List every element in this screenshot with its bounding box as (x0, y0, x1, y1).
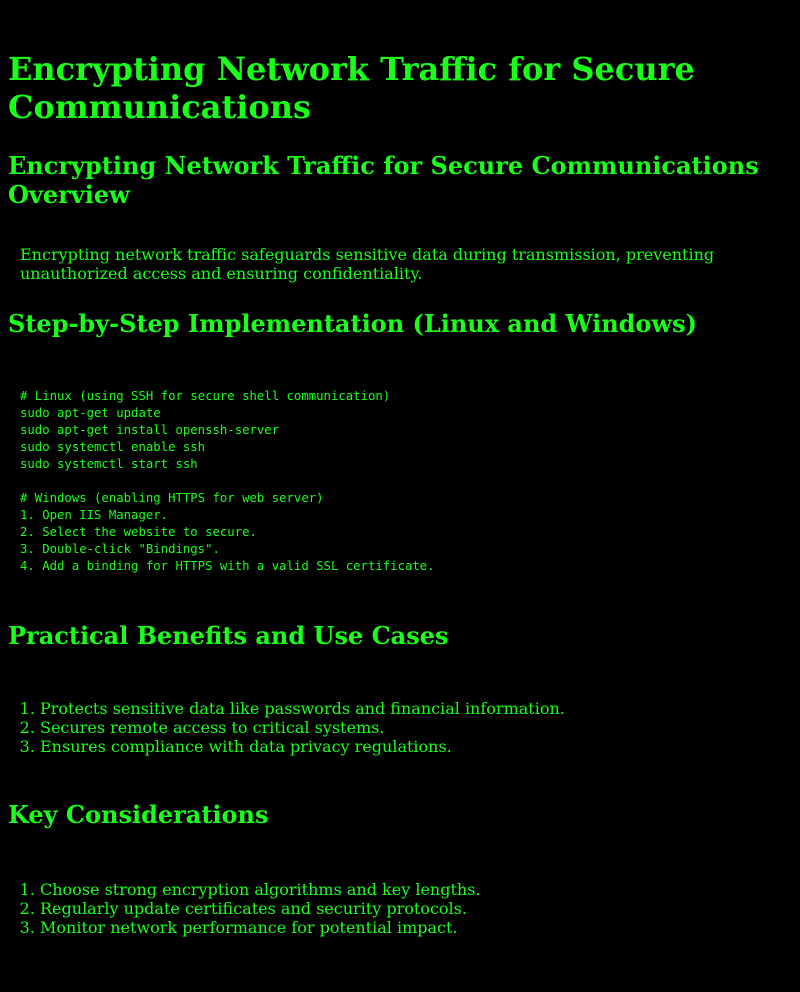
considerations-heading: Key Considerations (8, 800, 269, 829)
consideration-item: 3. Monitor network performance for potential impact. (40, 918, 792, 937)
considerations-list (8, 880, 792, 937)
overview-heading: Encrypting Network Traffic for Secure Communications Overview (8, 151, 759, 209)
page-title: Encrypting Network Traffic for Secure Communications (8, 50, 695, 126)
implementation-code-block: # Linux (using SSH for secure shell communication) sudo apt-get update sudo apt-get install openssh-server sudo systemctl enable ssh sudo systemctl start ssh # Windows (enabling HTTPS for web server) 1. Open IIS Manager. 2. Select the website to secure. 3. Double-click "Bindings". 4. Add a binding for HTTPS with a valid SSL certificate. (20, 389, 435, 573)
benefit-item: 2. Secures remote access to critical systems. (40, 718, 792, 737)
benefits-list (8, 699, 792, 756)
benefit-item: 1. Protects sensitive data like passwords and financial information. (40, 699, 792, 718)
overview-text: Encrypting network traffic safeguards sensitive data during transmission, preventing unauthorized access and ensuring confidentiality. (20, 245, 715, 283)
benefit-item: 3. Ensures compliance with data privacy regulations. (40, 737, 792, 756)
benefits-heading: Practical Benefits and Use Cases (8, 621, 449, 650)
implementation-heading: Step-by-Step Implementation (Linux and Windows) (8, 309, 697, 338)
consideration-item: 1. Choose strong encryption algorithms and key lengths. (40, 880, 792, 899)
consideration-item: 2. Regularly update certificates and security protocols. (40, 899, 792, 918)
